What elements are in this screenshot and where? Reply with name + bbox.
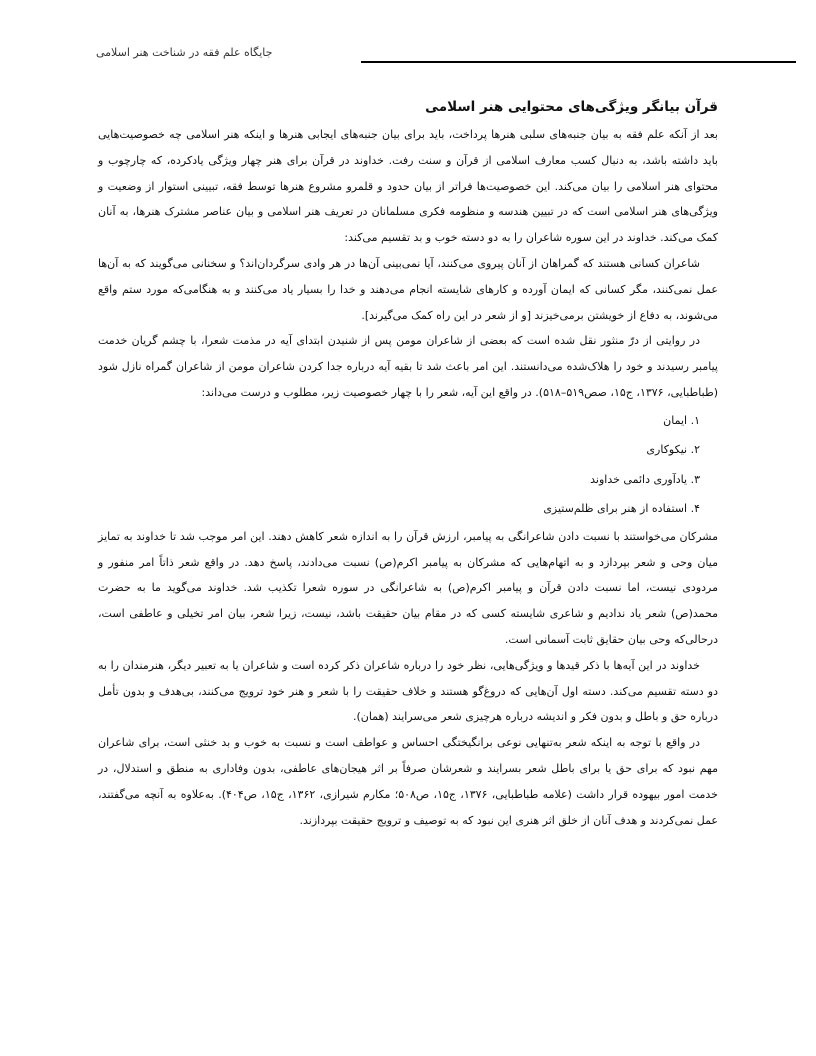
paragraph-intro: بعد از آنکه علم فقه به بیان جنبه‌های سلبی هنرها پرداخت، باید برای بیان جنبه‌های ایجابی هنرها و اینکه هنر اسلامی چه خصوصیت‌هایی باید داشته باشد، به دنبال کسب معارف اسلامی از قرآن و سنت رفت. خداوند در قرآن برای هنر چهار ویژگی یادکرده، که چارچوب و محتوای هنر اسلامی را بیان می‌کند. این خصوصیت‌ها فراتر از بیان حدود و قلمرو مشروع هنرها توسط فقه، تبیینی استوار از وضعیت و ویژگی‌های هنر اسلامی است که در تبیین هندسه و منظومه فکری مسلمانان در تعریف هنر اسلامی و بیان عناصر مشترک هنرها، به آنان کمک می‌کند. خداوند در این سوره شاعران را به دو دسته خوب و بد تقسیم می‌کند: (98, 128, 718, 245)
section-heading: قرآن بیانگر ویژگی‌های محتوایی هنر اسلامی (425, 99, 718, 115)
characteristics-list (98, 406, 718, 524)
paragraph-polytheists: مشرکان می‌خواستند با نسبت دادن شاعرانگی به پیامبر، ارزش قرآن را به اندازه شعر کاهش دهند. این امر موجب شد تا خداوند به تمایز میان وحی و شعر بپردازد و به اتهام‌هایی که مشرکان به پیامبر اکرم(ص) نسبت می‌دادند، پاسخ دهد. در واقع شعر ذاتاً امر منفور و مردودی نیست، اما نسبت دادن قرآن و پیامبر اکرم(ص) به شاعرانگی در سوره شعرا تکذیب شد. خداوند می‌گوید ما به حضرت محمد(ص) شعر یاد ندادیم و شاعری شایسته کسی که در مقام بیان حقیقت باشد، نیست، زیرا شعر، بیان امر تخیلی و عاطفی است، درحالی‌که وحی بیان حقایق ثابت آسمانی است. (98, 529, 718, 646)
running-header-title: جایگاه علم فقه در شناخت هنر اسلامی (96, 46, 273, 59)
list-item: ۴. استفاده از هنر برای ظلم‌ستیزی (543, 502, 700, 516)
list-item: ۱. ایمان (663, 413, 700, 427)
header-rule (361, 61, 796, 63)
paragraph-two-groups: خداوند در این آیه‌ها با ذکر قیدها و ویژگی‌هایی، نظر خود را درباره شاعران ذکر کرده است و شاعران یا به تعبیر دیگر، هنرمندان را به دو دسته تقسیم می‌کند. دسته اول آن‌هایی که دروغ‌گو هستند و خلاف حقیقت را با شعر و هنر خود ترویج می‌کنند، بی‌هدف و بدون تأمل درباره حق و باطل و بدون فکر و اندیشه درباره هرچیزی شعر می‌سرایند (همان). (98, 658, 718, 724)
paragraph-emotion: در واقع با توجه به اینکه شعر به‌تنهایی نوعی برانگیختگی احساس و عواطف است و نسبت به خوب و بد خنثی است، برای شاعران مهم نبود که برای حق یا برای باطل شعر بسرایند و شعرشان صرفاً بر اثر هیجان‌های عاطفی، بدون وفاداری به منطق و استدلال، در خدمت امور بیهوده قرار داشت (علامه طباطبایی، ۱۳۷۶، ج۱۵، ص۵۰۸؛ مکارم شیرازی، ۱۳۶۲، ج۱۵، ص۴۰۴). به‌علاوه به آنچه می‌گفتند، عمل نمی‌کردند و هدف آنان از خلق اثر هنری این نبود که به توصیف و ترویج حقیقت بپردازند. (98, 736, 718, 827)
running-header (96, 44, 792, 68)
paragraph-narration: در روایتی از درّ منثور نقل شده است که بعضی از شاعران مومن پس از شنیدن ابتدای آیه در مذمت شعرا، با چشم گریان خدمت پیامبر رسیدند و خود را هلاک‌شده می‌دانستند. این امر باعث شد تا بقیه آیه درباره جدا کردن شاعران مومن از شاعران گمراه نازل شود (طباطبایی، ۱۳۷۶، ج۱۵، صص۵۱۹–۵۱۸). در واقع این آیه، شعر را با چهار خصوصیت زیر، مطلوب و درست می‌داند: (98, 334, 718, 399)
page-body (98, 96, 718, 833)
paragraph-verse-translation: شاعران کسانی هستند که گمراهان از آنان پیروی می‌کنند، آیا نمی‌بینی آن‌ها در هر وادی سرگردان‌اند؟ و سخنانی می‌گویند که به آن‌ها عمل نمی‌کنند، مگر کسانی که ایمان آورده و کارهای شایسته انجام می‌دهند و خدا را بسیار یاد می‌کنند و به هنگامی‌که مورد ستم واقع می‌شوند، به دفاع از خویشتن برمی‌خیزند [و از شعر در این راه کمک می‌گیرند]. (98, 256, 718, 322)
list-item: ۲. نیکوکاری (646, 443, 700, 457)
list-item: ۳. یادآوری دائمی خداوند (590, 472, 700, 486)
